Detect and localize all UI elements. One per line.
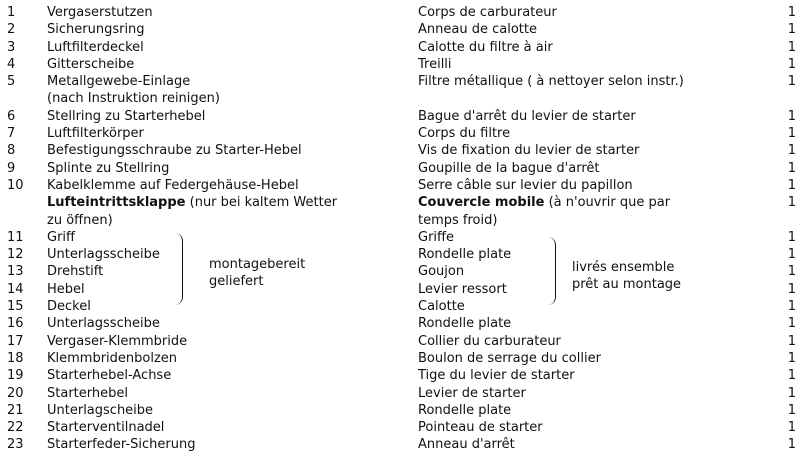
quantity-value: 1: [787, 333, 796, 349]
german-part-name-text: Starterventilnadel: [47, 420, 165, 436]
quantity-value: 1: [787, 402, 796, 418]
quantity-value: 1: [787, 385, 796, 401]
french-part-name: [418, 419, 788, 436]
quantity-value: 1: [787, 108, 796, 124]
french-part-name-text: Rondelle plate: [418, 402, 512, 418]
french-part-name-text: Tige du levier de starter: [418, 368, 575, 384]
french-part-name-text: Corps de carburateur: [418, 5, 557, 20]
item-number: 21: [7, 402, 24, 418]
german-part-name: [47, 229, 377, 246]
french-part-name-text: Goupille de la bague d'arrêt: [418, 160, 600, 176]
french-part-name-text: Treilli: [418, 56, 452, 72]
quantity-value: [782, 90, 796, 107]
quantity-value: 1: [787, 160, 796, 176]
german-part-name-text: Splinte zu Stellring: [47, 160, 170, 176]
french-part-name: [418, 125, 788, 142]
french-part-name-bold-term: Couvercle mobile: [418, 195, 545, 211]
french-part-name-text: Rondelle plate: [418, 247, 512, 263]
item-number: 12: [7, 247, 24, 263]
french-part-name-text: Vis de fixation du levier de starter: [418, 143, 640, 159]
french-group-note: [572, 259, 681, 293]
item-number: 9: [7, 160, 16, 176]
french-part-name: [418, 4, 788, 21]
german-part-name: [47, 298, 377, 315]
french-part-name-text: Serre câble sur levier du papillon: [418, 177, 633, 193]
item-number: 6: [7, 108, 16, 124]
item-number: 2: [7, 22, 16, 38]
german-part-name-text: Drehstift: [47, 264, 104, 280]
quantity-value: 1: [787, 56, 796, 72]
german-part-name: [47, 402, 377, 419]
french-part-name: [418, 212, 788, 229]
quantity-value: 1: [787, 350, 796, 366]
french-part-name-text: Goujon: [418, 264, 465, 280]
german-part-name: [47, 4, 377, 21]
french-part-name: [418, 177, 788, 194]
french-group-note-line: prêt au montage: [572, 277, 682, 292]
quantity-value: [782, 212, 796, 229]
german-part-name: [47, 73, 377, 90]
french-part-name-text: Filtre métallique ( à nettoyer selon instr.): [418, 74, 684, 90]
item-number: [4, 90, 34, 107]
german-part-name: [47, 333, 377, 350]
french-part-name: [418, 385, 788, 402]
item-number: 8: [7, 143, 16, 159]
quantity-value: 1: [787, 437, 796, 453]
german-part-name: [47, 160, 377, 177]
french-group-note-line: livrés ensemble: [572, 260, 675, 275]
german-part-name-text: (nur bei kaltem Wetter: [185, 195, 338, 211]
item-number: 3: [7, 39, 16, 55]
french-part-name: [418, 142, 788, 159]
item-number: [4, 212, 34, 229]
german-part-name: [47, 39, 377, 56]
german-part-name-text: Griff: [47, 229, 75, 245]
german-part-name: [47, 142, 377, 159]
french-part-name-text: Levier ressort: [418, 281, 507, 297]
german-part-name-text: Starterfeder-Sicherung: [47, 437, 196, 453]
item-number: 18: [7, 350, 24, 366]
german-part-name-text: Hebel: [47, 281, 85, 297]
french-part-name-text: Pointeau de starter: [418, 420, 543, 436]
german-part-name: [47, 125, 377, 142]
item-number-column: [4, 4, 34, 454]
german-part-name: [47, 367, 377, 384]
french-part-name: [418, 21, 788, 38]
french-description-column: [418, 4, 788, 454]
german-part-name: [47, 212, 377, 229]
german-group-brace: [172, 233, 183, 305]
french-part-name-text: Anneau d'arrêt: [418, 437, 515, 453]
french-part-name-text: Collier du carburateur: [418, 333, 561, 349]
french-part-name-text: Rondelle plate: [418, 316, 512, 332]
quantity-value: 1: [787, 22, 796, 38]
item-number: 16: [7, 316, 24, 332]
german-part-name-text: zu öffnen): [47, 212, 113, 228]
french-part-name: [418, 402, 788, 419]
quantity-value: 1: [787, 195, 796, 211]
item-number: 13: [7, 264, 24, 280]
french-part-name: [418, 73, 788, 90]
quantity-value: 1: [787, 5, 796, 20]
german-part-name-text: Unterlagsscheibe: [47, 247, 160, 263]
german-part-name-text: Starterhebel-Achse: [47, 368, 172, 384]
item-number: 19: [7, 368, 24, 384]
german-part-name: [47, 21, 377, 38]
german-part-name: [47, 194, 377, 211]
german-part-name-text: Unterlagscheibe: [47, 402, 154, 418]
german-part-name-text: Metallgewebe-Einlage: [47, 74, 191, 90]
french-part-name: [418, 333, 788, 350]
quantity-value: 1: [787, 264, 796, 280]
french-part-name: [418, 108, 788, 125]
item-number: 11: [7, 229, 24, 245]
german-part-name-text: Luftfilterdeckel: [47, 39, 144, 55]
french-part-name: [418, 367, 788, 384]
french-part-name-text: Griffe: [418, 229, 454, 245]
french-part-name: [418, 56, 788, 73]
french-part-name-text: Anneau de calotte: [418, 22, 537, 38]
french-part-name: [418, 160, 788, 177]
french-part-name-text: Boulon de serrage du collier: [418, 350, 601, 366]
german-part-name: [47, 56, 377, 73]
quantity-value: 1: [787, 299, 796, 315]
german-part-name-text: Befestigungsschraube zu Starter-Hebel: [47, 143, 302, 159]
german-part-name: [47, 315, 377, 332]
item-number: 7: [7, 126, 16, 142]
french-part-name-text: Bague d'arrêt du levier de starter: [418, 108, 636, 124]
french-part-name: [418, 315, 788, 332]
german-part-name: [47, 350, 377, 367]
german-part-name-text: Starterhebel: [47, 385, 128, 401]
french-part-name-text: Corps du filtre: [418, 126, 511, 142]
german-part-name-text: Sicherungsring: [47, 22, 145, 38]
quantity-value: 1: [787, 247, 796, 263]
quantity-column: [782, 4, 796, 454]
item-number: 5: [7, 74, 16, 90]
quantity-value: 1: [787, 39, 796, 55]
german-part-name: [47, 108, 377, 125]
quantity-value: 1: [787, 229, 796, 245]
french-part-name-text: temps froid): [418, 212, 498, 228]
item-number: 22: [7, 420, 24, 436]
german-group-note-line: montagebereit: [209, 257, 306, 272]
french-part-name-text: Calotte du filtre à air: [418, 39, 553, 55]
french-part-name: [418, 229, 788, 246]
french-part-name-text: Levier de starter: [418, 385, 526, 401]
german-part-name-text: Kabelklemme auf Federgehäuse-Hebel: [47, 177, 299, 193]
french-part-name: [418, 298, 788, 315]
french-group-brace: [545, 237, 556, 305]
german-part-name-text: Luftfilterkörper: [47, 126, 144, 142]
german-part-name: [47, 419, 377, 436]
german-part-name-text: Vergaser-Klemmbride: [47, 333, 188, 349]
german-part-name: [47, 385, 377, 402]
german-group-note: [209, 256, 305, 290]
french-part-name: [418, 350, 788, 367]
quantity-value: 1: [787, 420, 796, 436]
french-part-name: [418, 90, 788, 107]
german-part-name-text: (nach Instruktion reinigen): [47, 91, 220, 107]
german-part-name: [47, 436, 377, 453]
french-part-name-text: (à n'ouvrir que par: [544, 195, 671, 211]
german-part-name: [47, 177, 377, 194]
quantity-value: 1: [787, 177, 796, 193]
french-part-name: [418, 194, 788, 211]
quantity-value: 1: [787, 316, 796, 332]
quantity-value: 1: [787, 143, 796, 159]
german-part-name-text: Gitterscheibe: [47, 56, 135, 72]
german-part-name-text: Stellring zu Starterhebel: [47, 108, 206, 124]
german-part-name-text: Klemmbridenbolzen: [47, 350, 178, 366]
item-number: 15: [7, 299, 24, 315]
quantity-value: 1: [787, 74, 796, 90]
quantity-value: 1: [787, 281, 796, 297]
item-number: 14: [7, 281, 24, 297]
item-number: 20: [7, 385, 24, 401]
german-part-name-text: Unterlagsscheibe: [47, 316, 160, 332]
item-number: 4: [7, 56, 16, 72]
german-part-name-text: Deckel: [47, 299, 91, 315]
german-part-name: [47, 90, 377, 107]
french-part-name: [418, 39, 788, 56]
item-number: 10: [7, 177, 24, 193]
german-part-name-text: Vergaserstutzen: [47, 5, 153, 20]
quantity-value: 1: [787, 368, 796, 384]
german-description-column: [47, 4, 377, 454]
french-part-name-text: Calotte: [418, 299, 465, 315]
item-number: [4, 194, 34, 211]
item-number: 17: [7, 333, 24, 349]
french-part-name: [418, 436, 788, 453]
german-group-note-line: geliefert: [209, 274, 264, 289]
german-part-name-bold-term: Lufteintrittsklappe: [47, 195, 186, 211]
quantity-value: 1: [787, 126, 796, 142]
item-number: 1: [7, 5, 16, 20]
item-number: 23: [7, 437, 24, 453]
